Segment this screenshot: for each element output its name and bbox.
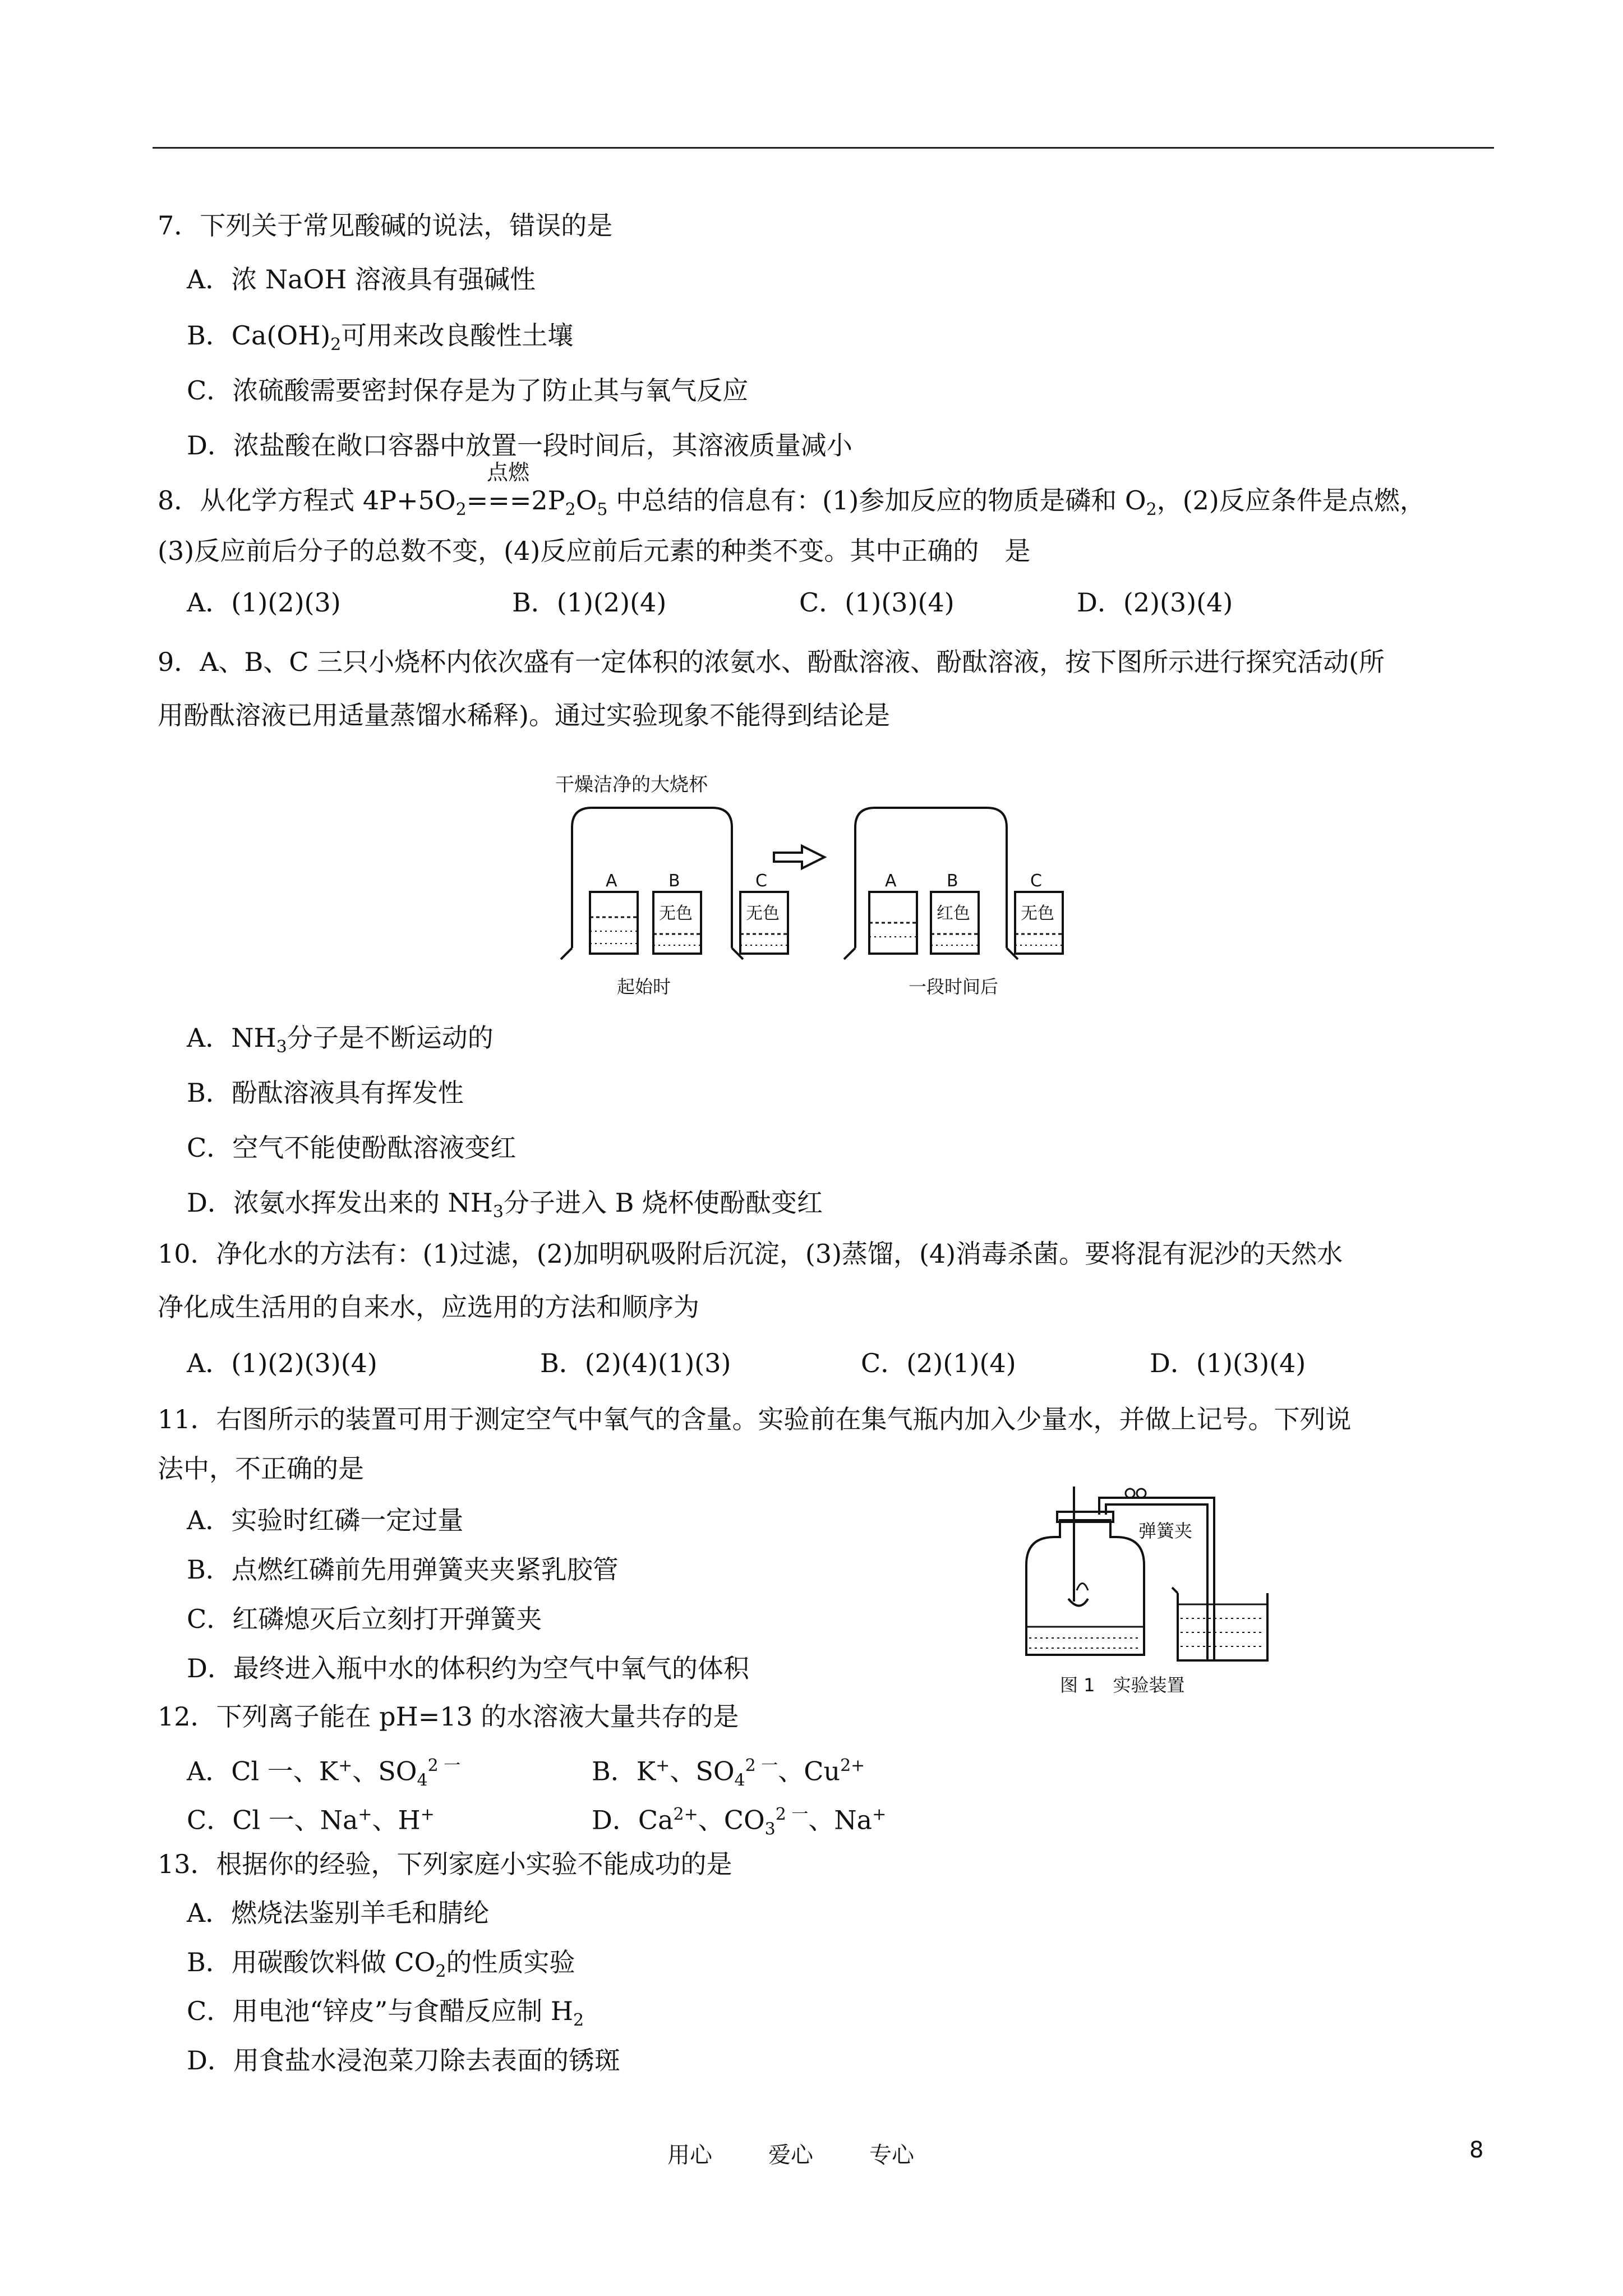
q8-option-a: A．(1)(2)(3) bbox=[187, 587, 341, 618]
q9-line-2: 用酚酞溶液已用适量蒸馏水稀释)。通过实验现象不能得到结论是 bbox=[158, 700, 890, 730]
fig-left-label-b: B bbox=[668, 871, 680, 891]
q11-line-1: 11．右图所示的装置可用于测定空气中氧气的含量。实验前在集气瓶内加入少量水，并做上记号。下列说 bbox=[158, 1404, 1352, 1434]
fig-right-label-c: C bbox=[1030, 871, 1042, 891]
q10-option-c: C．(2)(1)(4) bbox=[861, 1348, 1016, 1378]
q7-option-c: C．浓硫酸需要密封保存是为了防止其与氧气反应 bbox=[187, 375, 749, 406]
q8-option-c: C．(1)(3)(4) bbox=[799, 587, 955, 618]
q11-line-2: 法中，不正确的是 bbox=[158, 1453, 364, 1484]
q10-option-d: D．(1)(3)(4) bbox=[1150, 1348, 1306, 1378]
page-number: 8 bbox=[1469, 2137, 1484, 2163]
arrow-icon bbox=[774, 846, 824, 868]
q9-option-d: D．浓氨水挥发出来的 $NH_3$分子进入 B 烧杯使酚酞变红 bbox=[187, 1188, 823, 1222]
oxygen-apparatus-figure bbox=[1015, 1481, 1279, 1705]
q13-option-c: C．用电池“锌皮”与食醋反应制 $H_2$ bbox=[187, 1996, 584, 2031]
q7-option-d: D．浓盐酸在敞口容器中放置一段时间后，其溶液质量减小 bbox=[187, 430, 852, 461]
footer-mid: 爱心 bbox=[768, 2142, 813, 2168]
q8-condition: 点燃 bbox=[487, 460, 530, 485]
q12-option-a: A．Cl 一、K+、$SO_4^{2 一}$ bbox=[187, 1756, 461, 1791]
q9-option-a: A．$NH_3$分子是不断运动的 bbox=[187, 1023, 494, 1057]
q8-option-d: D．(2)(3)(4) bbox=[1077, 587, 1233, 618]
q9-option-b: B．酚酞溶液具有挥发性 bbox=[187, 1078, 464, 1108]
fig-right-label-b: B bbox=[947, 871, 958, 891]
q7-option-b: B．$Ca(OH)_2$可用来改良酸性土壤 bbox=[187, 320, 574, 355]
header-rule bbox=[153, 147, 1494, 149]
ammonia-diffusion-figure bbox=[550, 769, 1066, 1004]
q11-option-a: A．实验时红磷一定过量 bbox=[187, 1505, 464, 1535]
fig-left-label-c: C bbox=[755, 871, 767, 891]
q10-option-a: A．(1)(2)(3)(4) bbox=[187, 1348, 377, 1378]
fig-right-b-state: 红色 bbox=[937, 904, 970, 923]
q8-line-2: (3)反应前后分子的总数不变，(4)反应前后元素的种类不变。其中正确的 是 bbox=[158, 536, 1031, 566]
fig-title: 干燥洁净的大烧杯 bbox=[555, 774, 708, 796]
q13-stem: 13．根据你的经验，下列家庭小实验不能成功的是 bbox=[158, 1849, 732, 1879]
q11-option-d: D．最终进入瓶中水的体积约为空气中氧气的体积 bbox=[187, 1653, 749, 1683]
q9-option-c: C．空气不能使酚酞溶液变红 bbox=[187, 1133, 517, 1163]
q10-line-1: 10．净化水的方法有：(1)过滤，(2)加明矾吸附后沉淀，(3)蒸馏，(4)消毒杀菌。要将混有泥沙的天然水 bbox=[158, 1239, 1343, 1269]
q13-option-d: D．用食盐水浸泡菜刀除去表面的锈斑 bbox=[187, 2045, 620, 2076]
q12-option-c: C．Cl 一、Na+、H+ bbox=[187, 1805, 435, 1835]
fig-left-c-state: 无色 bbox=[746, 904, 780, 923]
fig-later-caption: 一段时间后 bbox=[909, 976, 999, 997]
clamp-label: 弹簧夹 bbox=[1138, 1520, 1193, 1542]
q13-option-a: A．燃烧法鉴别羊毛和腈纶 bbox=[187, 1898, 490, 1928]
q13-option-b: B．用碳酸饮料做 $CO_2$的性质实验 bbox=[187, 1947, 575, 1982]
q12-option-d: D．$Ca^{2+}$、$CO_3^{2 一}$、Na+ bbox=[592, 1805, 887, 1839]
apparatus-caption: 图 1 实验装置 bbox=[1060, 1674, 1185, 1696]
fig-left-b-state: 无色 bbox=[659, 904, 693, 923]
footer-left: 用心 bbox=[667, 2142, 712, 2168]
fig-right-c-state: 无色 bbox=[1021, 904, 1054, 923]
q12-stem: 12．下列离子能在 pH=13 的水溶液大量共存的是 bbox=[158, 1701, 739, 1732]
q7-option-a: A．浓 NaOH 溶液具有强碱性 bbox=[187, 264, 536, 295]
q10-line-2: 净化成生活用的自来水，应选用的方法和顺序为 bbox=[158, 1292, 699, 1322]
q8-option-b: B．(1)(2)(4) bbox=[512, 587, 667, 618]
clamp-icon bbox=[1126, 1489, 1135, 1498]
fig-left-label-a: A bbox=[606, 871, 617, 891]
fig-start-caption: 起始时 bbox=[617, 976, 671, 997]
q9-line-1: 9．A、B、C 三只小烧杯内依次盛有一定体积的浓氨水、酚酞溶液、酚酞溶液，按下图所示进行探究活动(所 bbox=[158, 647, 1385, 677]
q12-option-b: B．K+、$SO_4^{2 一}$、$Cu^{2+}$ bbox=[592, 1756, 865, 1791]
q8-line-1: 8．从化学方程式 $4P+5O_2===2P_2O_5$ 中总结的信息有：(1)参加反应的物质是磷和 $O_2$，(2)反应条件是点燃， bbox=[158, 485, 1426, 520]
q11-option-b: B．点燃红磷前先用弹簧夹夹紧乳胶管 bbox=[187, 1554, 619, 1585]
q10-option-b: B．(2)(4)(1)(3) bbox=[540, 1348, 731, 1378]
q7-stem: 7．下列关于常见酸碱的说法，错误的是 bbox=[158, 210, 613, 241]
q11-option-c: C．红磷熄灭后立刻打开弹簧夹 bbox=[187, 1604, 542, 1634]
fig-right-label-a: A bbox=[885, 871, 897, 891]
footer-right: 专心 bbox=[869, 2142, 914, 2168]
